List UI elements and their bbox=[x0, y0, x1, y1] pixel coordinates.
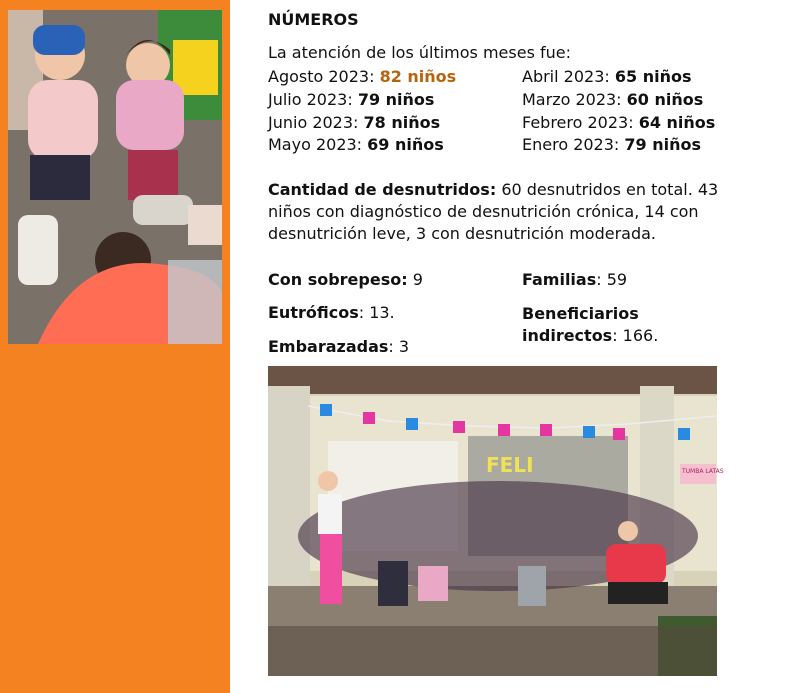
month-stat-enero: Enero 2023: 79 niños bbox=[522, 135, 702, 154]
children-playing-illustration bbox=[8, 10, 222, 344]
month-stat-julio: Julio 2023: 79 niños bbox=[268, 90, 435, 109]
celebration-banner-text: FELI bbox=[486, 453, 534, 477]
children-playing-photo bbox=[8, 10, 222, 344]
month-stat-agosto: Agosto 2023: 82 niños bbox=[268, 67, 457, 86]
group-photo bbox=[268, 366, 724, 676]
eutroficos-stat: Eutróficos: 13. bbox=[268, 303, 395, 322]
section-title: NÚMEROS bbox=[268, 10, 359, 29]
attention-intro: La atención de los últimos meses fue: bbox=[268, 43, 572, 62]
month-stat-abril: Abril 2023: 65 niños bbox=[522, 67, 692, 86]
month-stat-junio: Junio 2023: 78 niños bbox=[268, 113, 441, 132]
month-stat-marzo: Marzo 2023: 60 niños bbox=[522, 90, 704, 109]
desnutridos-paragraph: Cantidad de desnutridos: 60 desnutridos en total. 43 niños con diagnóstico de desnutrición crónica, 14 con desnutrición leve, 3 con desnutrición moderada. bbox=[268, 180, 719, 243]
familias-stat: Familias: 59 bbox=[522, 270, 628, 289]
group-photo-illustration bbox=[268, 366, 724, 676]
beneficiarios-stat: Beneficiarios indirectos: 166. bbox=[522, 304, 659, 345]
sobrepeso-stat: Con sobrepeso: 9 bbox=[268, 270, 423, 289]
embarazadas-stat: Embarazadas: 3 bbox=[268, 337, 410, 356]
wall-sign-text: TUMBA LATAS bbox=[682, 468, 724, 475]
month-stat-mayo: Mayo 2023: 69 niños bbox=[268, 135, 444, 154]
month-stat-febrero: Febrero 2023: 64 niños bbox=[522, 113, 716, 132]
